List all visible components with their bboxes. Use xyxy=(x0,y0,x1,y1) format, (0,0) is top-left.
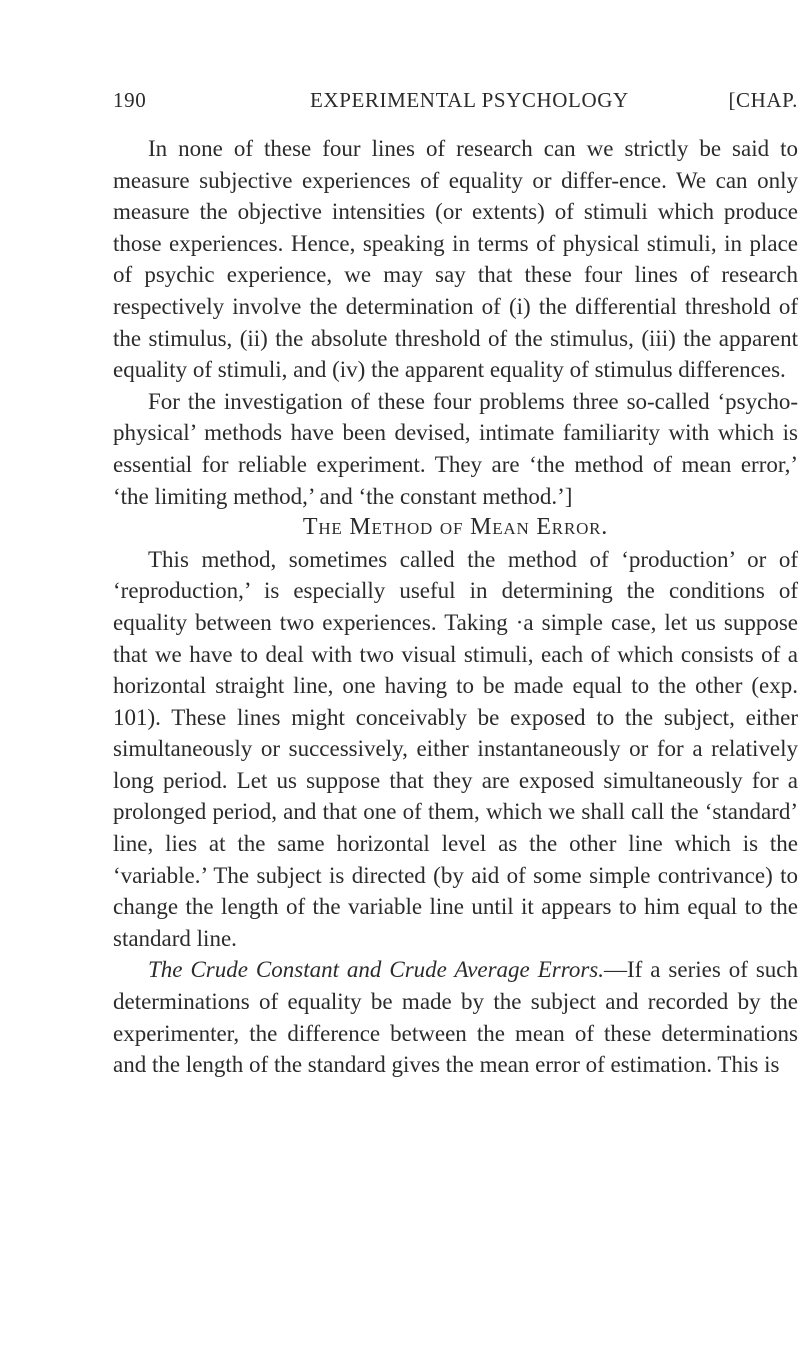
running-title: EXPERIMENTAL PSYCHOLOGY xyxy=(310,88,629,112)
chapter-mark: [CHAP. xyxy=(728,88,798,112)
paragraph: In none of these four lines of research can we strictly be said to measure subjective experiences of equality or differ-ence. We can only measure the objective intensities (or extents) of stimuli which produce those experiences. Hence, speaking in terms of physical stimuli, in place of psychic experience, we may say that these four lines of research respectively involve the determination of (i) the differential threshold of the stimulus, (ii) the absolute threshold of the stimulus, (iii) the apparent equality of stimuli, and (iv) the apparent equality of stimulus differences. xyxy=(113,136,798,383)
running-head xyxy=(113,88,798,118)
subsection-text: —If a series of such determinations of equality be made by the subject and recorded by the experimenter, the difference between the mean of these determinations and the length of the standard gives the mean error of estimation. This is xyxy=(113,957,799,1078)
subsection-title: The Crude Constant and Crude Average Errors. xyxy=(148,957,604,983)
paragraph: For the investigation of these four problems three so-called ‘psycho-physical’ methods have been devised, intimate familiarity with which is essential for reliable experiment. They are ‘the method of mean error,’ ‘the limiting method,’ and ‘the constant method.’] xyxy=(113,388,798,509)
section-heading: The Method of Mean Error. xyxy=(302,514,609,541)
subsection-paragraph xyxy=(113,954,798,1080)
page-number: 190 xyxy=(113,88,147,112)
paragraph: This method, sometimes called the method of ‘production’ or of ‘reproduction,’ is especially useful in determining the conditions of equality between two experiences. Taking ·a simple case, let us suppose that we have to deal with two visual stimuli, each of which consists of a horizontal straight line, one having to be made equal to the other (exp. 101). These lines might conceivably be exposed to the subject, either simultaneously or successively, either instantaneously or for a relatively long period. Let us suppose that they are exposed simultaneously for a prolonged period, and that one of them, which we shall call the ‘standard’ line, lies at the same horizontal level as the other line which is the ‘variable.’ The subject is directed (by aid of some simple contrivance) to change the length of the variable line until it appears to him equal to the standard line. xyxy=(113,546,798,951)
body-text xyxy=(113,133,798,1081)
